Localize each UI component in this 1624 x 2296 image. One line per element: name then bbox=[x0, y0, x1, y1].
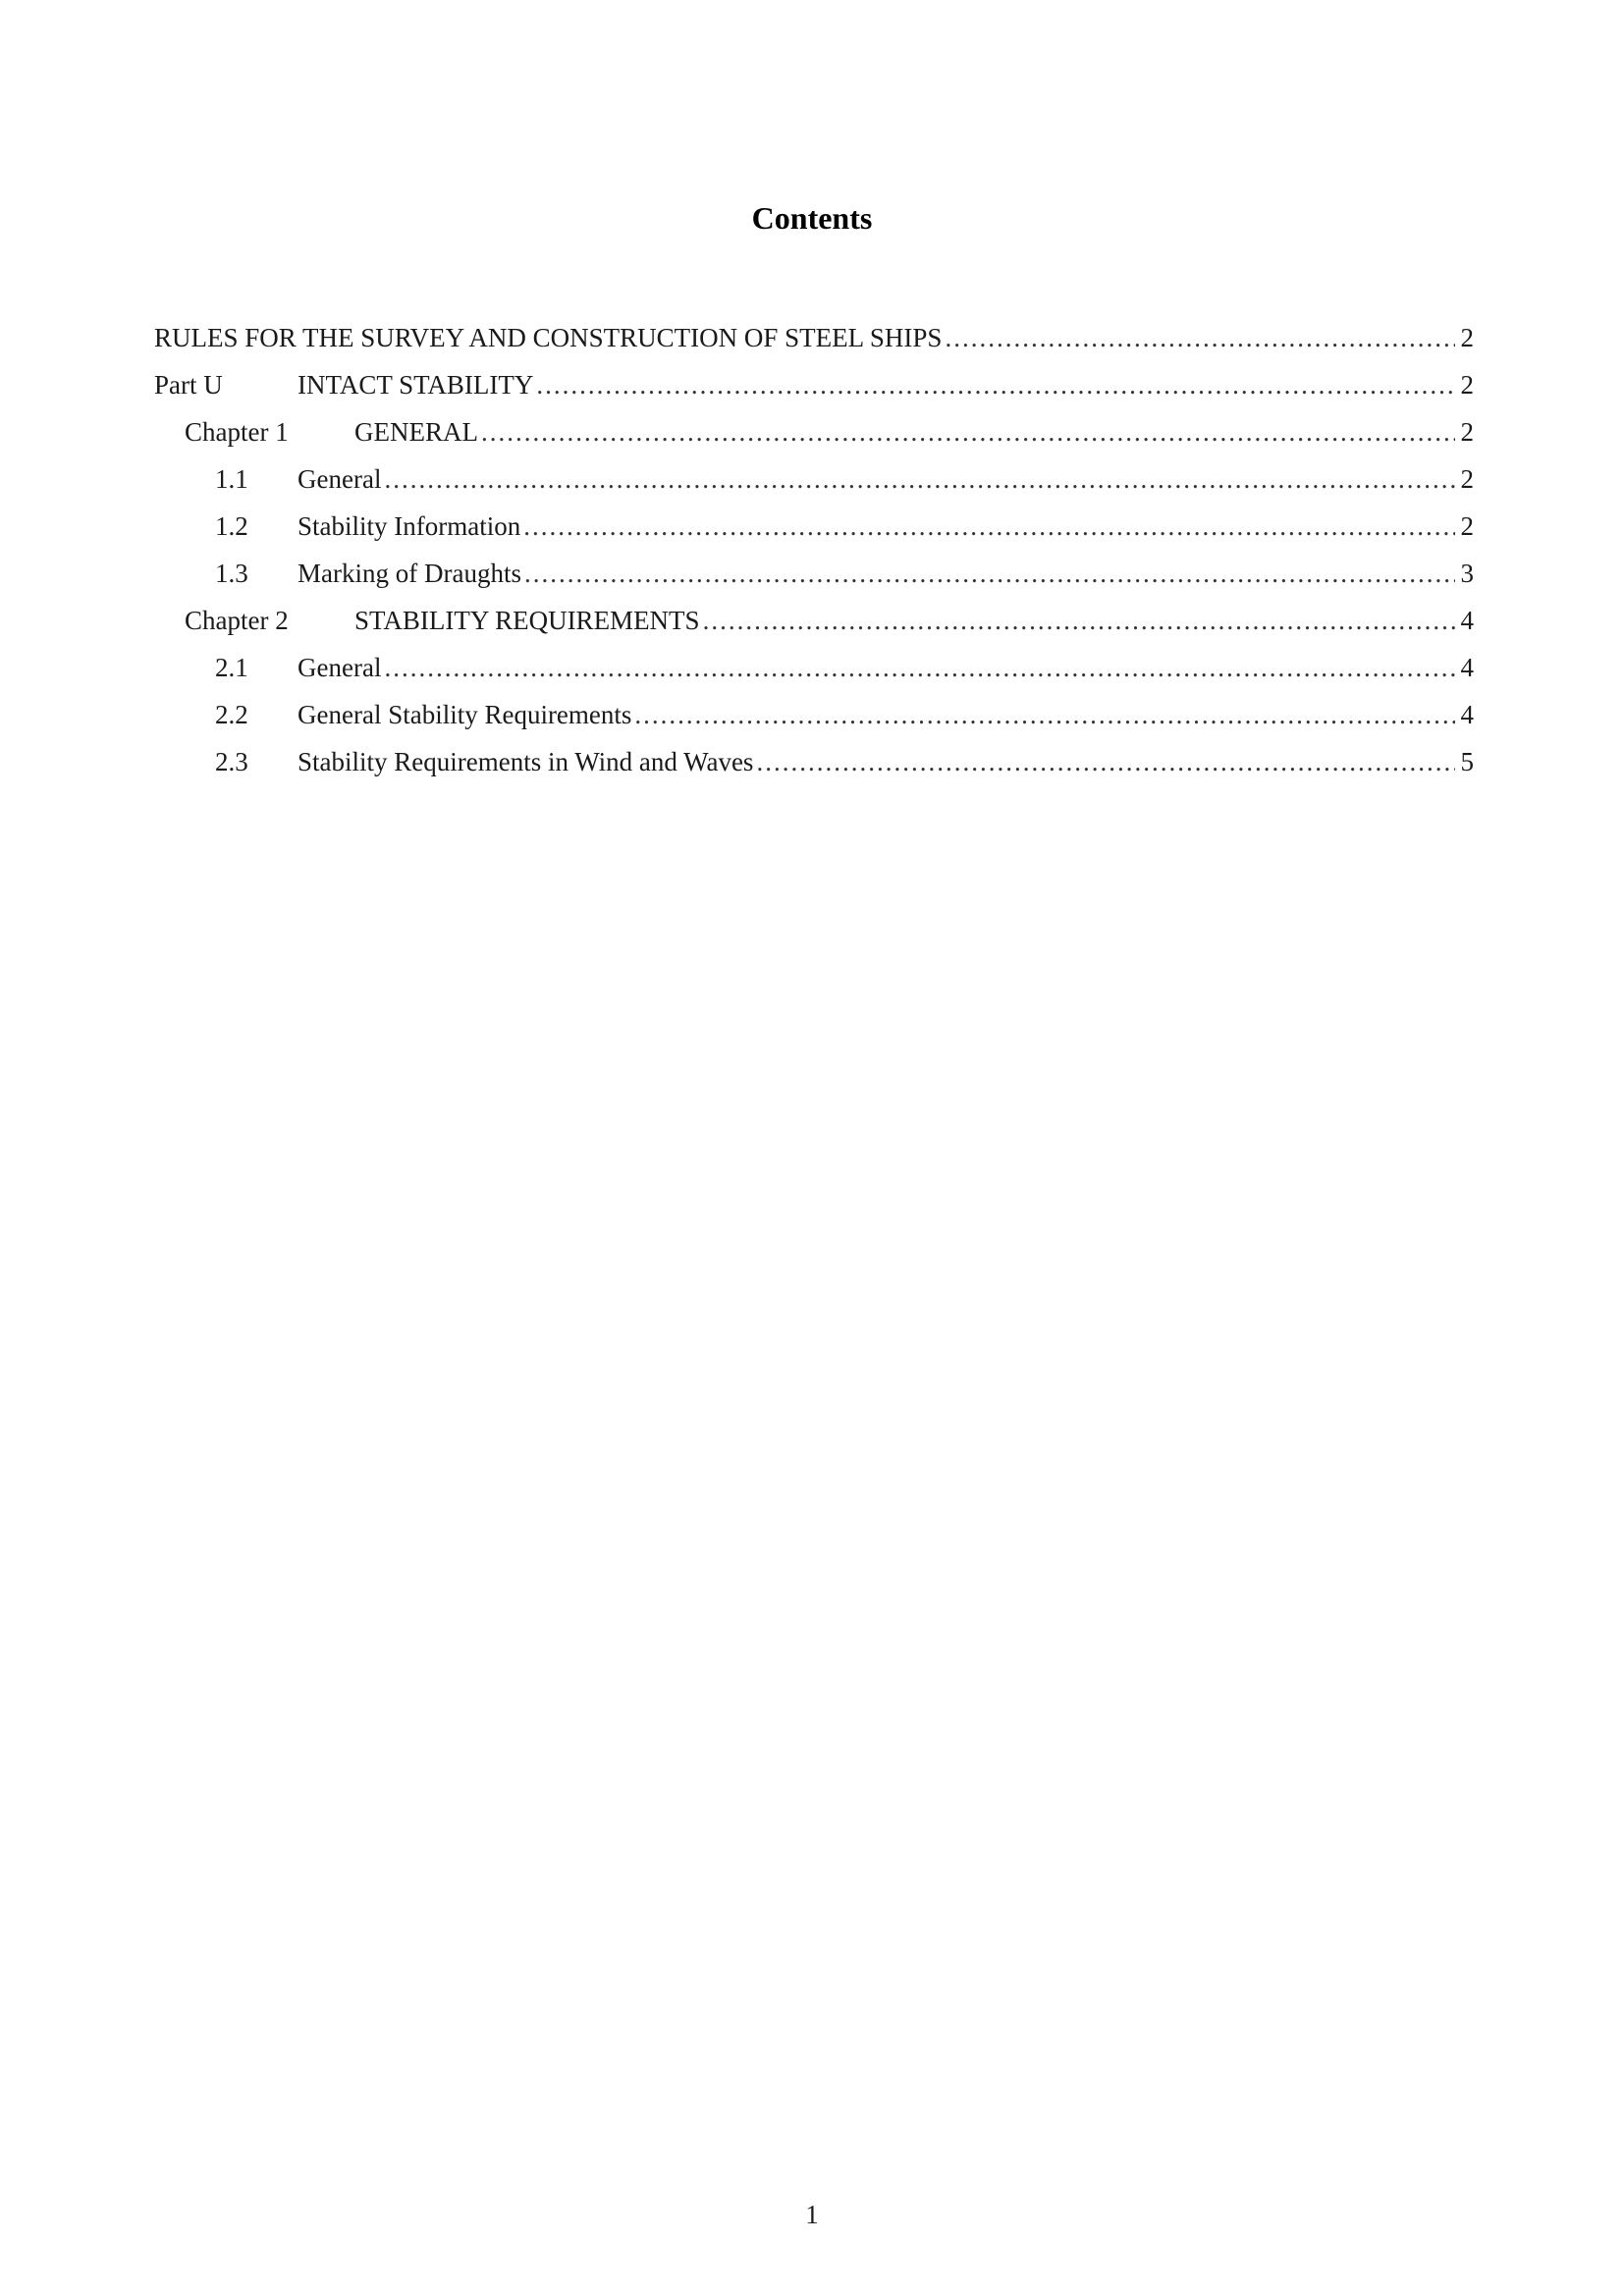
toc-entry-label: Stability Requirements in Wind and Waves bbox=[298, 747, 754, 776]
toc-dot-leader bbox=[703, 597, 1455, 644]
toc-entry-number: 1.2 bbox=[215, 511, 248, 541]
toc-entry-page: 4 bbox=[1460, 653, 1474, 682]
toc-entry-part-u[interactable] bbox=[154, 361, 1474, 408]
page-title: Contents bbox=[751, 200, 873, 236]
toc-entry-page: 2 bbox=[1460, 417, 1474, 447]
toc-entry-2-1[interactable] bbox=[154, 644, 1474, 691]
toc-entry-page: 2 bbox=[1460, 370, 1474, 400]
toc-dot-leader bbox=[384, 644, 1455, 691]
toc-entry-number: 2.2 bbox=[215, 700, 248, 729]
toc-entry-number: Chapter 1 bbox=[185, 417, 289, 447]
toc-entry-label: Marking of Draughts bbox=[298, 559, 521, 588]
toc-dot-leader bbox=[756, 738, 1455, 785]
toc-entry-label: General bbox=[298, 653, 382, 682]
toc-entry-chapter-2[interactable] bbox=[154, 597, 1474, 644]
toc-entry-page: 2 bbox=[1460, 511, 1474, 541]
toc-dot-leader bbox=[481, 408, 1455, 455]
toc-entry-number: Chapter 2 bbox=[185, 606, 289, 635]
toc-dot-leader bbox=[524, 550, 1455, 597]
toc-entry-label: Stability Information bbox=[298, 511, 521, 541]
toc-entry-number: 1.1 bbox=[215, 464, 248, 494]
toc-entry-label: GENERAL bbox=[354, 417, 478, 447]
toc-entry-page: 4 bbox=[1460, 606, 1474, 635]
toc-entry-label: RULES FOR THE SURVEY AND CONSTRUCTION OF STEEL SHIPS bbox=[154, 323, 943, 352]
toc-entry-1-1[interactable] bbox=[154, 455, 1474, 503]
toc-entry-1-3[interactable] bbox=[154, 550, 1474, 597]
toc-entry-page: 5 bbox=[1460, 747, 1474, 776]
toc-dot-leader bbox=[384, 455, 1455, 503]
toc-entry-label: INTACT STABILITY bbox=[298, 370, 534, 400]
toc-entry-page: 2 bbox=[1460, 323, 1474, 352]
toc-dot-leader bbox=[945, 314, 1455, 361]
toc-entry-chapter-1[interactable] bbox=[154, 408, 1474, 455]
toc-entry-page: 2 bbox=[1460, 464, 1474, 494]
toc-entry-2-2[interactable] bbox=[154, 691, 1474, 738]
toc-dot-leader bbox=[536, 361, 1455, 408]
toc-entry-page: 3 bbox=[1460, 559, 1474, 588]
toc-entry-label: General bbox=[298, 464, 382, 494]
toc-entry-number: 1.3 bbox=[215, 559, 248, 588]
toc-dot-leader bbox=[634, 691, 1455, 738]
toc-entry-number: 2.1 bbox=[215, 653, 248, 682]
toc-dot-leader bbox=[523, 503, 1455, 550]
toc-entry-number: 2.3 bbox=[215, 747, 248, 776]
toc-entry-label: General Stability Requirements bbox=[298, 700, 632, 729]
toc-entry-page: 4 bbox=[1460, 700, 1474, 729]
toc-entry-1-2[interactable] bbox=[154, 503, 1474, 550]
toc-entry-rules[interactable] bbox=[154, 314, 1474, 361]
table-of-contents bbox=[154, 314, 1474, 785]
toc-entry-label: STABILITY REQUIREMENTS bbox=[354, 606, 700, 635]
page-number: 1 bbox=[805, 2200, 819, 2229]
toc-entry-number: Part U bbox=[154, 370, 223, 400]
toc-entry-2-3[interactable] bbox=[154, 738, 1474, 785]
